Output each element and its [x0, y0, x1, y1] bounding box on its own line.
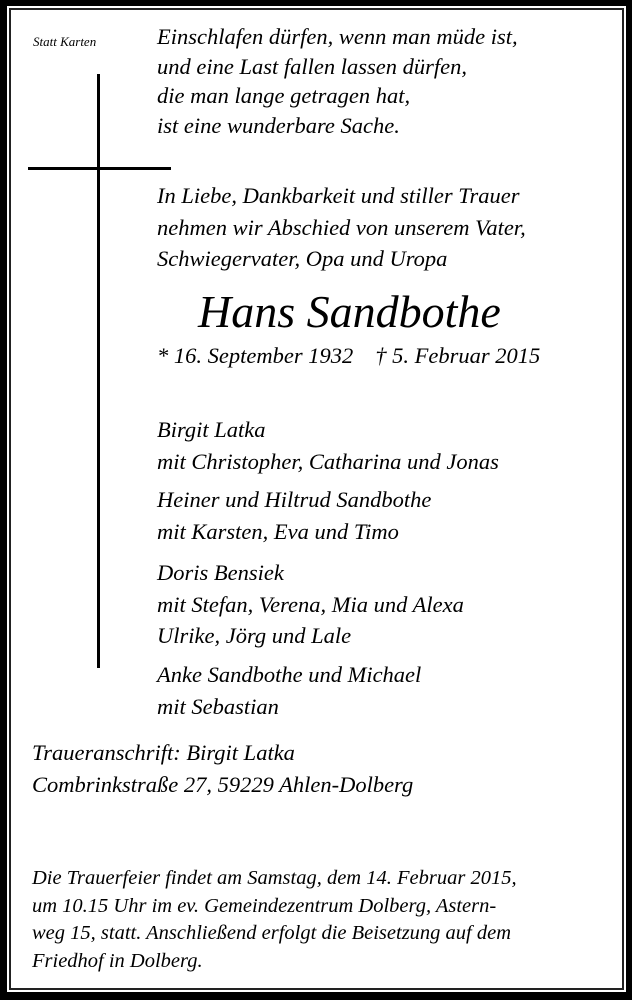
family-group [157, 414, 499, 477]
deceased-name-row [0, 284, 632, 340]
family-line: mit Christopher, Catharina und Jonas [157, 448, 499, 474]
deceased-name: Hans Sandbothe [198, 286, 501, 337]
family-line: Ulrike, Jörg und Lale [157, 623, 352, 648]
intro-text [157, 180, 526, 275]
cross-vertical-bar [97, 74, 100, 668]
ceremony-line: Die Trauerfeier findet am Samstag, dem 14. Februar 2015, [32, 867, 517, 889]
ceremony-line: Friedhof in Dolberg. [32, 949, 203, 972]
poem [157, 22, 518, 140]
poem-line: die man lange getragen hat, [157, 83, 411, 108]
family-line: mit Stefan, Verena, Mia und Alexa [157, 591, 464, 617]
family-line: mit Karsten, Eva und Timo [157, 518, 399, 544]
ceremony-info [32, 865, 517, 975]
intro-line: Schwiegervater, Opa und Uropa [157, 246, 448, 271]
death-date: † 5. Februar 2015 [375, 343, 541, 368]
poem-line: ist eine wunderbare Sache. [157, 112, 400, 138]
family-group [157, 484, 431, 547]
poem-line: Einschlafen dürfen, wenn man müde ist, [157, 24, 518, 49]
address-line: Combrinkstraße 27, 59229 Ahlen-Dolberg [32, 771, 414, 797]
family-group [157, 557, 464, 652]
statt-karten-label: Statt Karten [33, 34, 97, 49]
family-line: mit Sebastian [157, 693, 279, 719]
intro-line: In Liebe, Dankbarkeit und stiller Trauer [157, 183, 520, 208]
birth-date: * 16. September 1932 [157, 343, 354, 368]
family-line: Birgit Latka [157, 417, 266, 442]
intro-line: nehmen wir Abschied von unserem Vater, [157, 214, 526, 240]
cross-horizontal-bar [28, 167, 171, 170]
life-dates [157, 341, 540, 371]
address-line: Traueranschrift: Birgit Latka [32, 740, 295, 765]
poem-line: und eine Last fallen lassen dürfen, [157, 53, 467, 79]
family-line: Anke Sandbothe und Michael [157, 662, 422, 687]
mourning-address [32, 737, 413, 800]
family-group [157, 659, 421, 722]
ceremony-line: weg 15, statt. Anschließend erfolgt die Beisetzung auf dem [32, 922, 512, 944]
family-line: Doris Bensiek [157, 560, 284, 585]
ceremony-line: um 10.15 Uhr im ev. Gemeindezentrum Dolberg, Astern- [32, 894, 497, 917]
family-line: Heiner und Hiltrud Sandbothe [157, 487, 432, 512]
